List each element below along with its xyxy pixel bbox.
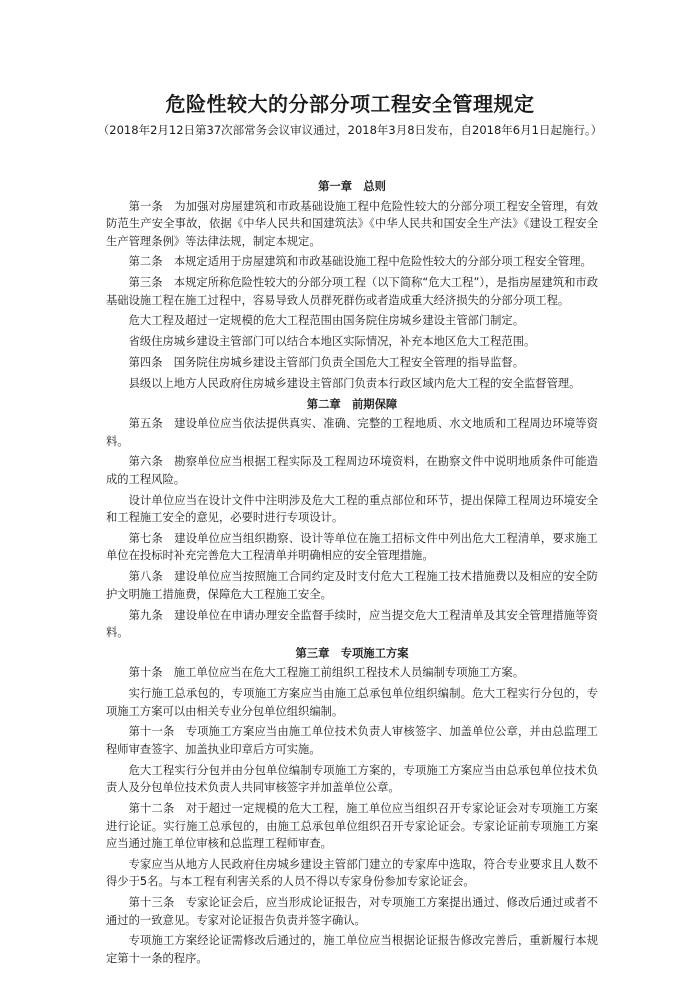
article-number: 第六条 xyxy=(128,455,163,469)
article-text: 国务院住房城乡建设主管部门负责全国危大工程安全管理的指导监督。 xyxy=(173,355,525,369)
article-paragraph xyxy=(106,375,598,393)
article-paragraph xyxy=(106,800,598,853)
article-text: 建设单位应当依法提供真实、准确、完整的工程地质、水文地质和工程周边环境等资料。 xyxy=(106,417,598,448)
article-text: 危大工程实行分包并由分包单位编制专项施工方案的，专项施工方案应当由总承包单位技术负责人及分包单位技术负责人共同审核签字并加盖单位公章。 xyxy=(106,763,598,795)
article-text: 为加强对房屋建筑和市政基础设施工程中危险性较大的分部分项工程安全管理，有效防范生产安全事故，依据《中华人民共和国建筑法》《中华人民共和国安全生产法》《建设工程安全生产管理条例》等法律法规，制定本规定。 xyxy=(106,199,598,248)
article-text: 建设单位在申请办理安全监督手续时，应当提交危大工程清单及其安全管理措施等资料。 xyxy=(106,608,598,640)
article-text: 建设单位应当组织勘察、设计等单位在施工招标文件中列出危大工程清单，要求施工单位在投标时补充完善危大工程清单并明确相应的安全管理措施。 xyxy=(106,531,598,563)
article-number: 第十条 xyxy=(128,666,163,680)
article-text: 勘察单位应当根据工程实际及工程周边环境资料，在勘察文件中说明地质条件可能造成的工程风险。 xyxy=(106,455,598,486)
chapter-number: 第三章 xyxy=(295,646,330,660)
article-number: 第四条 xyxy=(128,355,163,369)
chapter-heading xyxy=(106,396,598,414)
article-paragraph xyxy=(106,354,598,372)
article-text: 省级住房城乡建设主管部门可以结合本地区实际情况，补充本地区危大工程范围。 xyxy=(128,335,536,349)
article-number: 第五条 xyxy=(128,417,163,431)
article-paragraph xyxy=(106,415,598,450)
article-paragraph xyxy=(106,198,598,251)
article-text: 专项施工方案经论证需修改后通过的，施工单位应当根据论证报告修改完善后，重新履行本规定第十一条的程序。 xyxy=(106,934,598,965)
chapter-heading xyxy=(106,178,598,196)
article-paragraph xyxy=(106,685,598,720)
article-number: 第十三条 xyxy=(128,896,175,910)
chapter-name: 总则 xyxy=(363,180,386,193)
article-paragraph xyxy=(106,492,598,527)
article-number: 第十二条 xyxy=(128,802,175,816)
article-text: 设计单位应当在设计文件中注明涉及危大工程的重点部位和环节，提出保障工程周边环境安全和工程施工安全的意见，必要时进行专项设计。 xyxy=(106,493,598,525)
article-paragraph xyxy=(106,530,598,565)
chapter-number: 第二章 xyxy=(306,397,341,411)
chapter-number: 第一章 xyxy=(318,180,352,193)
article-text: 专家应当从地方人民政府住房城乡建设主管部门建立的专家库中选取，符合专业要求且人数不得少于5名。与本工程有利害关系的人员不得以专家身份参加专家论证会。 xyxy=(106,857,598,889)
chapter-name: 专项施工方案 xyxy=(340,646,409,660)
article-text: 本规定适用于房屋建筑和市政基础设施工程中危险性较大的分部分项工程安全管理。 xyxy=(173,255,592,269)
article-paragraph xyxy=(106,274,598,309)
article-number: 第三条 xyxy=(128,276,163,290)
article-number: 第八条 xyxy=(128,570,163,584)
article-paragraph xyxy=(106,664,598,682)
article-paragraph xyxy=(106,723,598,758)
article-text: 危大工程及超过一定规模的危大工程范围由国务院住房城乡建设主管部门制定。 xyxy=(128,314,524,328)
article-paragraph xyxy=(106,253,598,271)
article-paragraph xyxy=(106,453,598,488)
article-text: 专家论证会后，应当形成论证报告，对专项施工方案提出通过、修改后通过或者不通过的一致意见。专家对论证报告负责并签字确认。 xyxy=(106,896,598,927)
article-text: 专项施工方案应当由施工单位技术负责人审核签字、加盖单位公章，并由总监理工程师审查签字、加盖执业印章后方可实施。 xyxy=(106,725,598,756)
article-paragraph xyxy=(106,607,598,642)
article-text: 对于超过一定规模的危大工程，施工单位应当组织召开专家论证会对专项施工方案进行论证。实行施工总承包的，由施工总承包单位组织召开专家论证会。专家论证前专项施工方案应当通过施工单位审核和总监理工程师审查。 xyxy=(106,802,598,851)
article-number: 第二条 xyxy=(128,255,163,269)
article-paragraph xyxy=(106,312,598,330)
article-text: 施工单位应当在危大工程施工前组织工程技术人员编制专项施工方案。 xyxy=(173,666,525,680)
document-subtitle: （2018年2月12日第37次部常务会议审议通过，2018年3月8日发布，自2018年6月1日起施行。） xyxy=(97,123,603,137)
article-paragraph xyxy=(106,856,598,891)
article-number: 第九条 xyxy=(128,608,163,622)
chapter-name: 前期保障 xyxy=(352,397,398,411)
article-paragraph xyxy=(106,932,598,967)
article-paragraph xyxy=(106,568,598,603)
document-title: 危险性较大的分部分项工程安全管理规定 xyxy=(165,92,535,116)
article-number: 第七条 xyxy=(128,531,163,545)
chapter-heading xyxy=(106,645,598,663)
article-text: 实行施工总承包的，专项施工方案应当由施工总承包单位组织编制。危大工程实行分包的，专项施工方案可以由相关专业分包单位组织编制。 xyxy=(106,687,598,718)
article-text: 建设单位应当按照施工合同约定及时支付危大工程施工技术措施费以及相应的安全防护文明施工措施费，保障危大工程施工安全。 xyxy=(106,570,598,601)
article-paragraph xyxy=(106,333,598,351)
article-paragraph xyxy=(106,762,598,797)
article-text: 本规定所称危险性较大的分部分项工程（以下简称“危大工程”），是指房屋建筑和市政基础设施工程在施工过程中，容易导致人员群死群伤或者造成重大经济损失的分部分项工程。 xyxy=(106,276,598,307)
article-number: 第十一条 xyxy=(128,725,175,739)
article-paragraph xyxy=(106,894,598,929)
document-body xyxy=(106,178,598,971)
article-text: 县级以上地方人民政府住房城乡建设主管部门负责本行政区域内危大工程的安全监督管理。 xyxy=(128,376,581,390)
article-number: 第一条 xyxy=(128,199,163,213)
